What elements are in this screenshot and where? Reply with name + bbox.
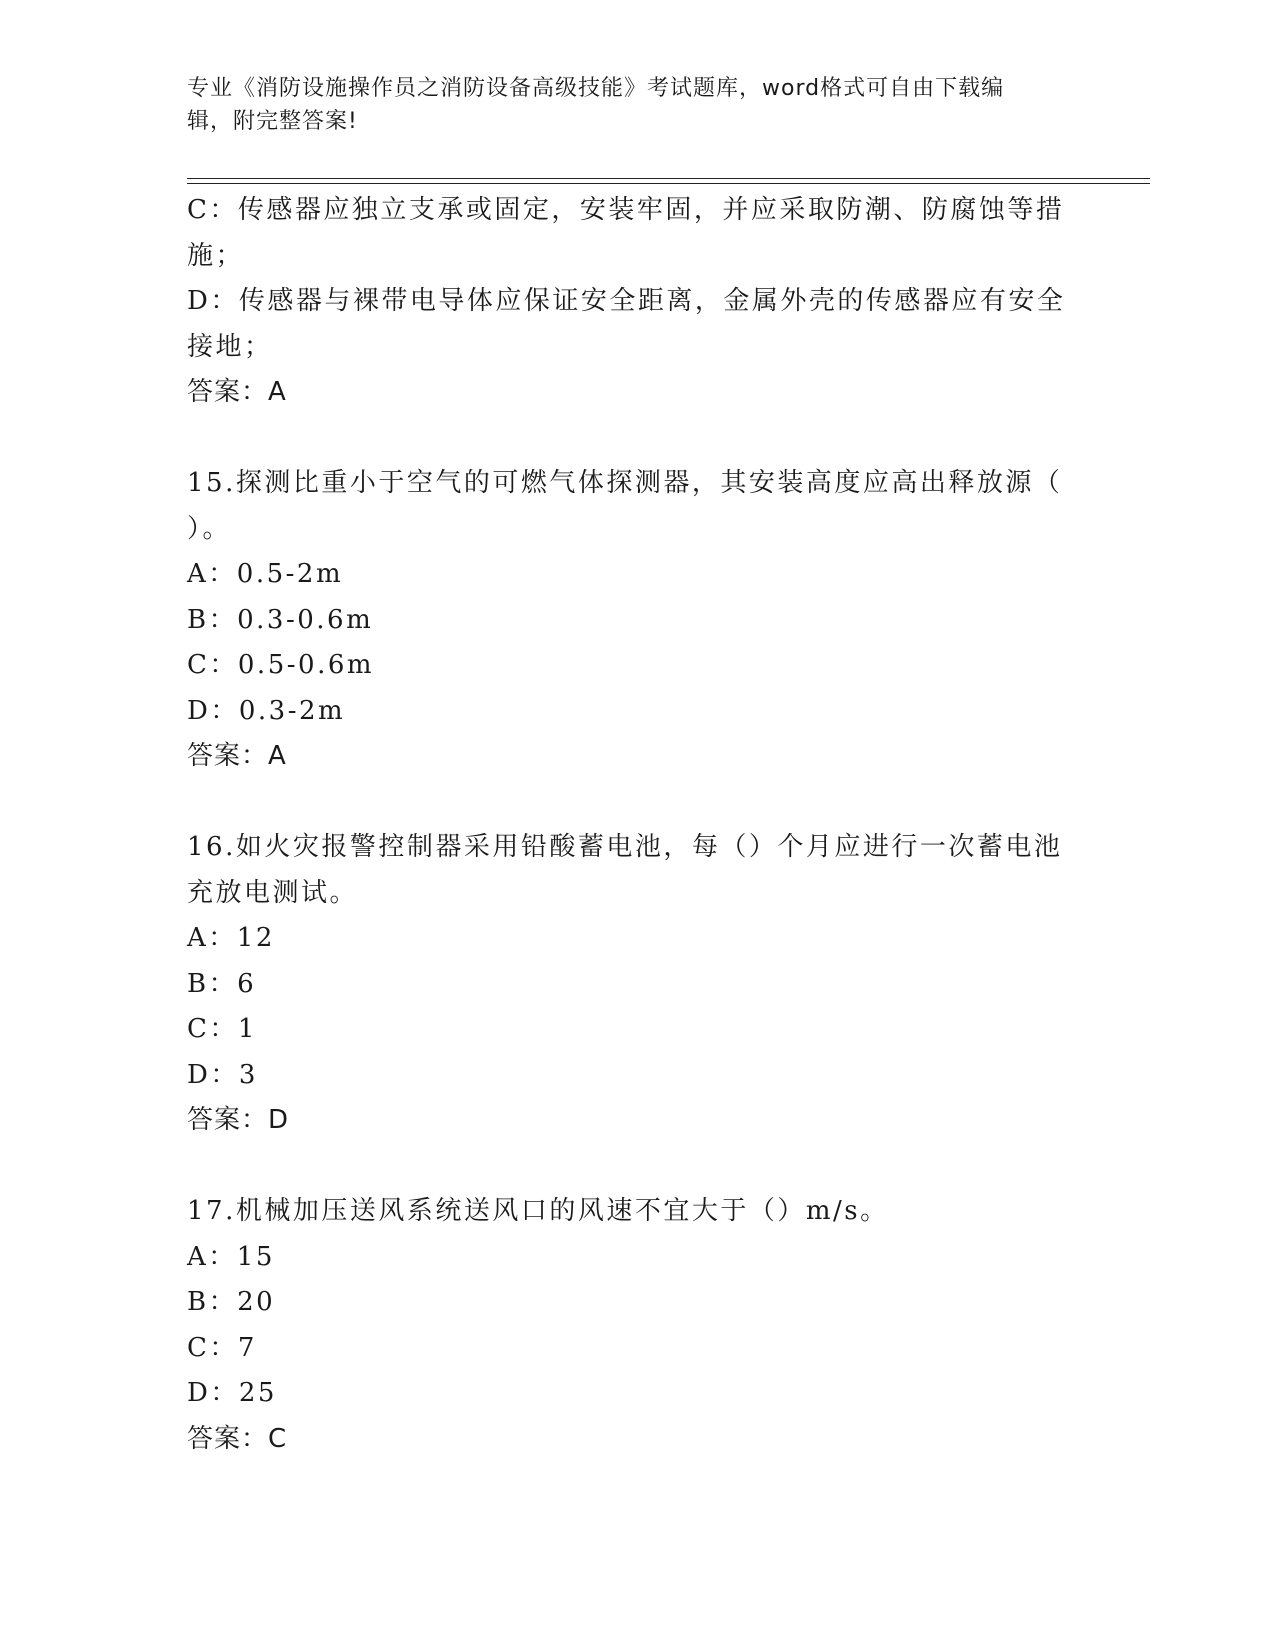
question-stem: 17.机械加压送风系统送风口的风速不宜大于（）m/s。: [187, 1196, 889, 1226]
document-header: [187, 72, 1067, 138]
question-stem-continued: 充放电测试。: [187, 877, 359, 908]
option-b: B：6: [187, 968, 257, 999]
option-c: C：0.5-0.6m: [187, 650, 375, 680]
spacer: [187, 416, 1067, 462]
option-d: D：传感器与裸带电导体应保证安全距离，金属外壳的传感器应有安全: [187, 286, 1066, 316]
header-line-2: 辑，附完整答案!: [187, 109, 358, 134]
answer-line: 答案：A: [187, 741, 287, 771]
header-divider-top: [187, 178, 1150, 179]
spacer: [187, 780, 1067, 826]
option-c-continued: 施；: [187, 240, 245, 271]
option-b: B：20: [187, 1287, 276, 1317]
option-c: C：1: [187, 1014, 257, 1044]
option-d: D：0.3-2m: [187, 695, 346, 726]
question-stem: 16.如火灾报警控制器采用铅酸蓄电池，每（）个月应进行一次蓄电池: [187, 832, 1063, 862]
option-c: C：传感器应独立支承或固定，安装牢固，并应采取防潮、防腐蚀等措: [187, 195, 1065, 225]
previous-question-block: [187, 188, 1067, 416]
option-b: B：0.3-0.6m: [187, 604, 374, 635]
question-15: [187, 461, 1067, 780]
option-d: D：25: [187, 1378, 277, 1408]
question-stem-continued: ）。: [187, 513, 232, 544]
option-a: A：12: [187, 923, 275, 953]
question-content: [187, 188, 1067, 1462]
question-16: [187, 825, 1067, 1144]
option-c: C：7: [187, 1332, 257, 1363]
option-d: D：3: [187, 1059, 258, 1090]
header-divider-bottom: [187, 183, 1150, 184]
answer-line: 答案：C: [187, 1423, 288, 1454]
option-a: A：0.5-2m: [187, 559, 344, 589]
spacer: [187, 1144, 1067, 1190]
header-line-1: 专业《消防设施操作员之消防设备高级技能》考试题库，word格式可自由下载编: [187, 76, 1005, 101]
question-stem: 15.探测比重小于空气的可燃气体探测器，其安装高度应高出释放源（: [187, 468, 1063, 498]
answer-line: 答案：A: [187, 377, 287, 407]
option-a: A：15: [187, 1241, 275, 1272]
answer-line: 答案：D: [187, 1105, 290, 1135]
question-17: [187, 1189, 1067, 1462]
option-d-continued: 接地；: [187, 331, 273, 362]
